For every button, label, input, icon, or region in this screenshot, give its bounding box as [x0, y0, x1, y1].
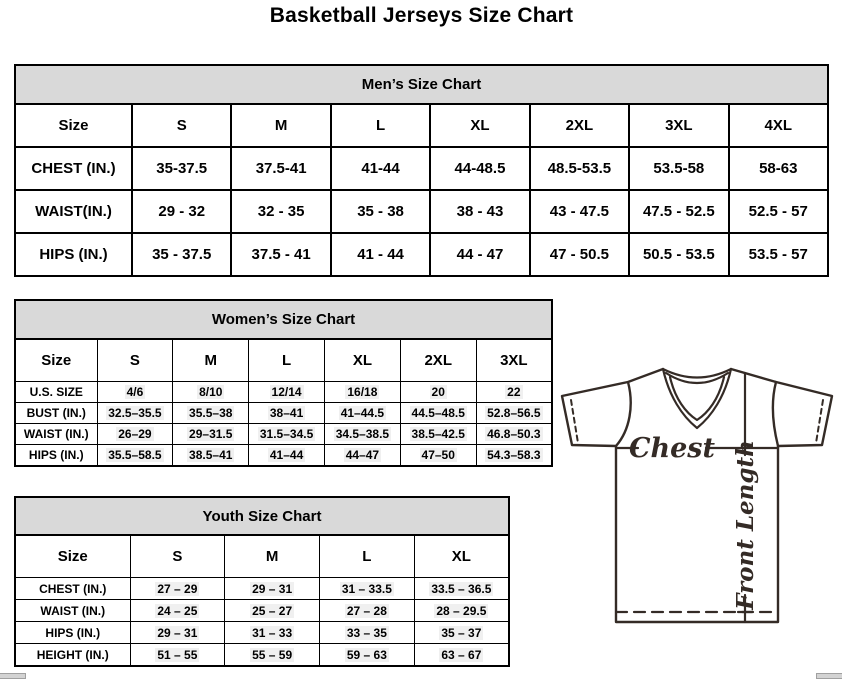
column-header-m: M	[231, 104, 330, 147]
row-label: BUST (IN.)	[15, 403, 97, 424]
jersey-body-outline	[562, 369, 832, 622]
size-cell	[430, 190, 529, 233]
youth-size-chart-table	[14, 496, 510, 667]
size-cell	[249, 382, 325, 403]
size-value: 54.3–58.3	[487, 448, 541, 462]
size-cell	[430, 147, 529, 190]
size-value: 53.5-58	[653, 160, 705, 177]
size-value: 26–29	[118, 427, 152, 441]
mens-chart-title: Men’s Size Chart	[15, 65, 828, 104]
size-cell	[320, 600, 415, 622]
size-value: 37.5 - 41	[251, 246, 311, 263]
size-value: 52.8–56.5	[487, 406, 541, 420]
row-label: WAIST (IN.)	[15, 424, 97, 445]
size-value: 44–47	[345, 448, 380, 462]
size-cell	[231, 190, 330, 233]
size-value: 38–41	[269, 406, 304, 420]
youth-table-body	[15, 578, 509, 667]
size-value: 35.5–58.5	[108, 448, 162, 462]
table-row	[15, 147, 828, 190]
front-length-label: Front Length	[732, 440, 759, 610]
womens-caption-row	[15, 300, 552, 339]
size-value: 24 – 25	[157, 603, 198, 618]
size-cell	[324, 382, 400, 403]
size-cell	[225, 622, 320, 644]
womens-column-header-row	[15, 339, 552, 382]
mens-table-head	[15, 65, 828, 147]
size-cell	[530, 190, 629, 233]
size-cell	[249, 424, 325, 445]
column-header-2xl: 2XL	[530, 104, 629, 147]
size-cell	[130, 644, 225, 667]
size-cell	[729, 190, 828, 233]
column-header-xl: XL	[430, 104, 529, 147]
row-label: HIPS (IN.)	[15, 445, 97, 467]
size-value: 50.5 - 53.5	[642, 246, 715, 263]
size-cell	[400, 445, 476, 467]
size-value: 8/10	[199, 385, 223, 399]
table-row	[15, 445, 552, 467]
womens-table-body	[15, 382, 552, 467]
column-header-m: M	[225, 535, 320, 578]
size-value: 29–31.5	[189, 427, 233, 441]
size-cell	[130, 578, 225, 600]
size-cell	[331, 147, 430, 190]
size-cell	[729, 147, 828, 190]
size-cell	[225, 578, 320, 600]
size-cell	[430, 233, 529, 276]
table-row	[15, 622, 509, 644]
size-value: 44 - 47	[456, 246, 504, 263]
size-cell	[225, 644, 320, 667]
size-value: 63 – 67	[441, 647, 482, 662]
size-cell	[225, 600, 320, 622]
column-header-xl: XL	[414, 535, 509, 578]
size-cell	[476, 403, 552, 424]
size-value: 46.8–50.3	[487, 427, 541, 441]
row-label: HIPS (IN.)	[15, 622, 130, 644]
size-value: 35.5–38	[189, 406, 233, 420]
column-header-3xl: 3XL	[629, 104, 728, 147]
chest-label: Chest	[629, 433, 715, 464]
size-cell	[132, 190, 231, 233]
size-value: 32.5–35.5	[108, 406, 162, 420]
size-value: 22	[507, 385, 521, 399]
size-header-cell: Size	[15, 104, 132, 147]
youth-caption-row	[15, 497, 509, 535]
size-value: 25 – 27	[252, 603, 293, 618]
size-value: 32 - 35	[257, 203, 305, 220]
table-row	[15, 600, 509, 622]
size-cell	[324, 445, 400, 467]
scrollbar-thumb-right[interactable]	[816, 673, 842, 679]
size-value: 29 – 31	[252, 581, 293, 596]
mens-table-body	[15, 147, 828, 276]
size-value: 43 - 47.5	[549, 203, 609, 220]
size-value: 53.5 - 57	[748, 246, 808, 263]
size-value: 41–44	[269, 448, 304, 462]
size-cell	[97, 445, 173, 467]
table-row	[15, 644, 509, 667]
size-value: 52.5 - 57	[748, 203, 808, 220]
size-header-cell: Size	[15, 535, 130, 578]
womens-chart-title: Women’s Size Chart	[15, 300, 552, 339]
size-cell	[320, 622, 415, 644]
size-cell	[231, 147, 330, 190]
table-row	[15, 233, 828, 276]
youth-column-header-row	[15, 535, 509, 578]
size-value: 33 – 35	[346, 625, 387, 640]
size-cell	[130, 622, 225, 644]
mens-caption-row	[15, 65, 828, 104]
size-value: 47 - 50.5	[549, 246, 609, 263]
column-header-l: L	[249, 339, 325, 382]
size-value: 12/14	[271, 385, 302, 399]
size-cell	[173, 424, 249, 445]
size-cell	[249, 403, 325, 424]
size-cell	[173, 382, 249, 403]
size-cell	[130, 600, 225, 622]
size-cell	[629, 190, 728, 233]
size-cell	[476, 424, 552, 445]
row-label: CHEST (IN.)	[15, 578, 130, 600]
size-value: 20	[431, 385, 445, 399]
mens-column-header-row	[15, 104, 828, 147]
size-value: 35 - 38	[357, 203, 404, 220]
size-cell	[530, 147, 629, 190]
womens-size-chart-table	[14, 299, 553, 467]
size-value: 59 – 63	[346, 647, 387, 662]
size-value: 55 – 59	[252, 647, 293, 662]
size-value: 35-37.5	[156, 160, 208, 177]
size-value: 48.5-53.5	[547, 160, 612, 177]
row-label: HIPS (IN.)	[15, 233, 132, 276]
size-value: 51 – 55	[157, 647, 198, 662]
scrollbar-thumb-left[interactable]	[0, 673, 26, 679]
size-cell	[249, 445, 325, 467]
size-cell	[132, 147, 231, 190]
column-header-s: S	[130, 535, 225, 578]
row-label: WAIST (IN.)	[15, 600, 130, 622]
size-value: 28 – 29.5	[436, 603, 487, 618]
size-cell	[530, 233, 629, 276]
size-cell	[629, 233, 728, 276]
size-value: 38 - 43	[456, 203, 504, 220]
size-cell	[729, 233, 828, 276]
size-value: 37.5-41	[255, 160, 307, 177]
size-cell	[629, 147, 728, 190]
size-cell	[400, 424, 476, 445]
row-label: HEIGHT (IN.)	[15, 644, 130, 667]
size-cell	[231, 233, 330, 276]
column-header-s: S	[132, 104, 231, 147]
size-cell	[414, 600, 509, 622]
size-cell	[320, 578, 415, 600]
column-header-4xl: 4XL	[729, 104, 828, 147]
table-row	[15, 382, 552, 403]
size-cell	[476, 445, 552, 467]
size-value: 31.5–34.5	[259, 427, 314, 441]
column-header-l: L	[320, 535, 415, 578]
row-label: U.S. SIZE	[15, 382, 97, 403]
size-cell	[97, 382, 173, 403]
size-value: 47–50	[421, 448, 455, 462]
size-value: 44-48.5	[454, 160, 506, 177]
size-value: 27 – 29	[157, 581, 198, 596]
youth-chart-title: Youth Size Chart	[15, 497, 509, 535]
size-cell	[320, 644, 415, 667]
size-header-cell: Size	[15, 339, 97, 382]
column-header-m: M	[173, 339, 249, 382]
size-cell	[324, 403, 400, 424]
table-row	[15, 190, 828, 233]
column-header-l: L	[331, 104, 430, 147]
row-label: CHEST (IN.)	[15, 147, 132, 190]
youth-table-head	[15, 497, 509, 578]
table-row	[15, 578, 509, 600]
size-cell	[476, 382, 552, 403]
womens-table-head	[15, 300, 552, 382]
size-cell	[331, 190, 430, 233]
size-value: 29 – 31	[157, 625, 198, 640]
size-cell	[400, 403, 476, 424]
size-value: 41 - 44	[357, 246, 404, 263]
mens-size-chart-table	[14, 64, 829, 277]
size-value: 58-63	[759, 160, 798, 177]
size-value: 33.5 – 36.5	[431, 581, 492, 596]
size-cell	[97, 424, 173, 445]
column-header-xl: XL	[324, 339, 400, 382]
size-value: 38.5–42.5	[411, 427, 465, 441]
size-value: 27 – 28	[346, 603, 387, 618]
size-value: 35 - 37.5	[152, 246, 212, 263]
size-cell	[400, 382, 476, 403]
size-value: 34.5–38.5	[335, 427, 390, 441]
table-row	[15, 424, 552, 445]
column-header-3xl: 3XL	[476, 339, 552, 382]
jersey-collar	[663, 369, 731, 428]
size-value: 31 – 33.5	[341, 581, 392, 596]
size-value: 44.5–48.5	[411, 406, 465, 420]
size-cell	[97, 403, 173, 424]
size-value: 29 - 32	[158, 203, 206, 220]
size-cell	[414, 578, 509, 600]
jersey-measurement-diagram	[554, 360, 840, 630]
size-cell	[132, 233, 231, 276]
size-cell	[324, 424, 400, 445]
size-value: 41–44.5	[340, 406, 385, 420]
size-value: 31 – 33	[252, 625, 293, 640]
size-value: 16/18	[347, 385, 378, 399]
row-label: WAIST(IN.)	[15, 190, 132, 233]
size-value: 38.5–41	[189, 448, 233, 462]
size-value: 35 – 37	[441, 625, 482, 640]
size-cell	[414, 622, 509, 644]
size-cell	[331, 233, 430, 276]
size-cell	[414, 644, 509, 667]
size-value: 4/6	[126, 385, 144, 399]
size-cell	[173, 403, 249, 424]
size-cell	[173, 445, 249, 467]
page-title: Basketball Jerseys Size Chart	[269, 4, 574, 27]
table-row	[15, 403, 552, 424]
column-header-2xl: 2XL	[400, 339, 476, 382]
size-value: 47.5 - 52.5	[642, 203, 715, 220]
size-value: 41-44	[361, 160, 400, 177]
column-header-s: S	[97, 339, 173, 382]
